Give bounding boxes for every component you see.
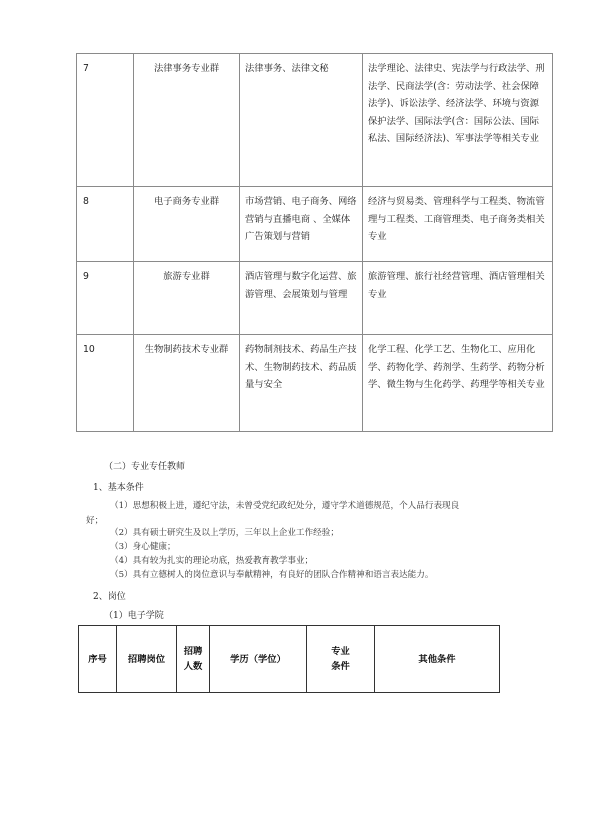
recruitment-table <box>78 625 500 693</box>
condition-3: （3）身心健康； <box>110 542 176 552</box>
condition-1-continued: 好； <box>86 516 104 526</box>
header-major-line2: 条件 <box>331 661 350 672</box>
requirement: 旅游管理、旅行社经营管理、酒店管理相关专业 <box>363 262 553 335</box>
header-other: 其他条件 <box>375 626 500 693</box>
row-number: 9 <box>77 262 134 335</box>
majors: 酒店管理与数字化运营、旅游管理、会展策划与管理 <box>240 262 363 335</box>
requirement: 化学工程、化学工艺、生物化工、应用化学、药物化学、药剂学、生药学、药物分析学、微生物与生化药学、药理学等相关专业 <box>363 335 553 432</box>
basic-conditions-title: 1、基本条件 <box>93 483 144 493</box>
major-group: 法律事务专业群 <box>134 54 240 187</box>
header-major-line1: 专业 <box>331 646 350 657</box>
condition-4: （4）具有较为扎实的理论功底，热爱教育教学事业； <box>110 556 314 566</box>
header-major <box>307 626 375 693</box>
condition-1: （1）思想积极上进，遵纪守法，未曾受党纪政纪处分，遵守学术道德规范，个人品行表现良 <box>110 501 460 511</box>
table-row <box>77 262 553 335</box>
post-title: 2、岗位 <box>93 592 126 602</box>
condition-2: （2）具有硕士研究生及以上学历，三年以上企业工作经验； <box>110 528 339 538</box>
requirement: 法学理论、法律史、宪法学与行政法学、刑法学、民商法学(含：劳动法学、社会保障法学)、诉讼法学、经济法学、环境与资源保护法学、国际法学(含：国际公法、国际私法、国际经济法)、军事法学等相关专业 <box>363 54 553 187</box>
table-row <box>77 54 553 187</box>
majors-table <box>76 53 553 432</box>
major-group: 旅游专业群 <box>134 262 240 335</box>
table-header-row <box>79 626 500 693</box>
major-group: 电子商务专业群 <box>134 187 240 262</box>
table-row <box>77 335 553 432</box>
row-number: 7 <box>77 54 134 187</box>
table-row <box>77 187 553 262</box>
majors: 药物制剂技术、药品生产技术、生物制药技术、药品质量与安全 <box>240 335 363 432</box>
row-number: 8 <box>77 187 134 262</box>
major-group: 生物制药技术专业群 <box>134 335 240 432</box>
header-count-line2: 人数 <box>183 661 203 672</box>
condition-5: （5）具有立德树人的岗位意识与奉献精神，有良好的团队合作精神和语言表达能力。 <box>110 570 434 580</box>
majors: 市场营销、电子商务、网络营销与直播电商 、全媒体广告策划与营销 <box>240 187 363 262</box>
college-title: （1）电子学院 <box>104 611 164 621</box>
header-count <box>177 626 210 693</box>
requirement: 经济与贸易类、管理科学与工程类、物流管理与工程类、工商管理类、电子商务类相关专业 <box>363 187 553 262</box>
header-count-line1: 招聘 <box>183 646 203 657</box>
header-no: 序号 <box>79 626 117 693</box>
majors: 法律事务、法律文秘 <box>240 54 363 187</box>
header-degree: 学历（学位） <box>210 626 307 693</box>
header-post: 招聘岗位 <box>117 626 177 693</box>
row-number: 10 <box>77 335 134 432</box>
section-heading: （二）专业专任教师 <box>104 462 186 472</box>
